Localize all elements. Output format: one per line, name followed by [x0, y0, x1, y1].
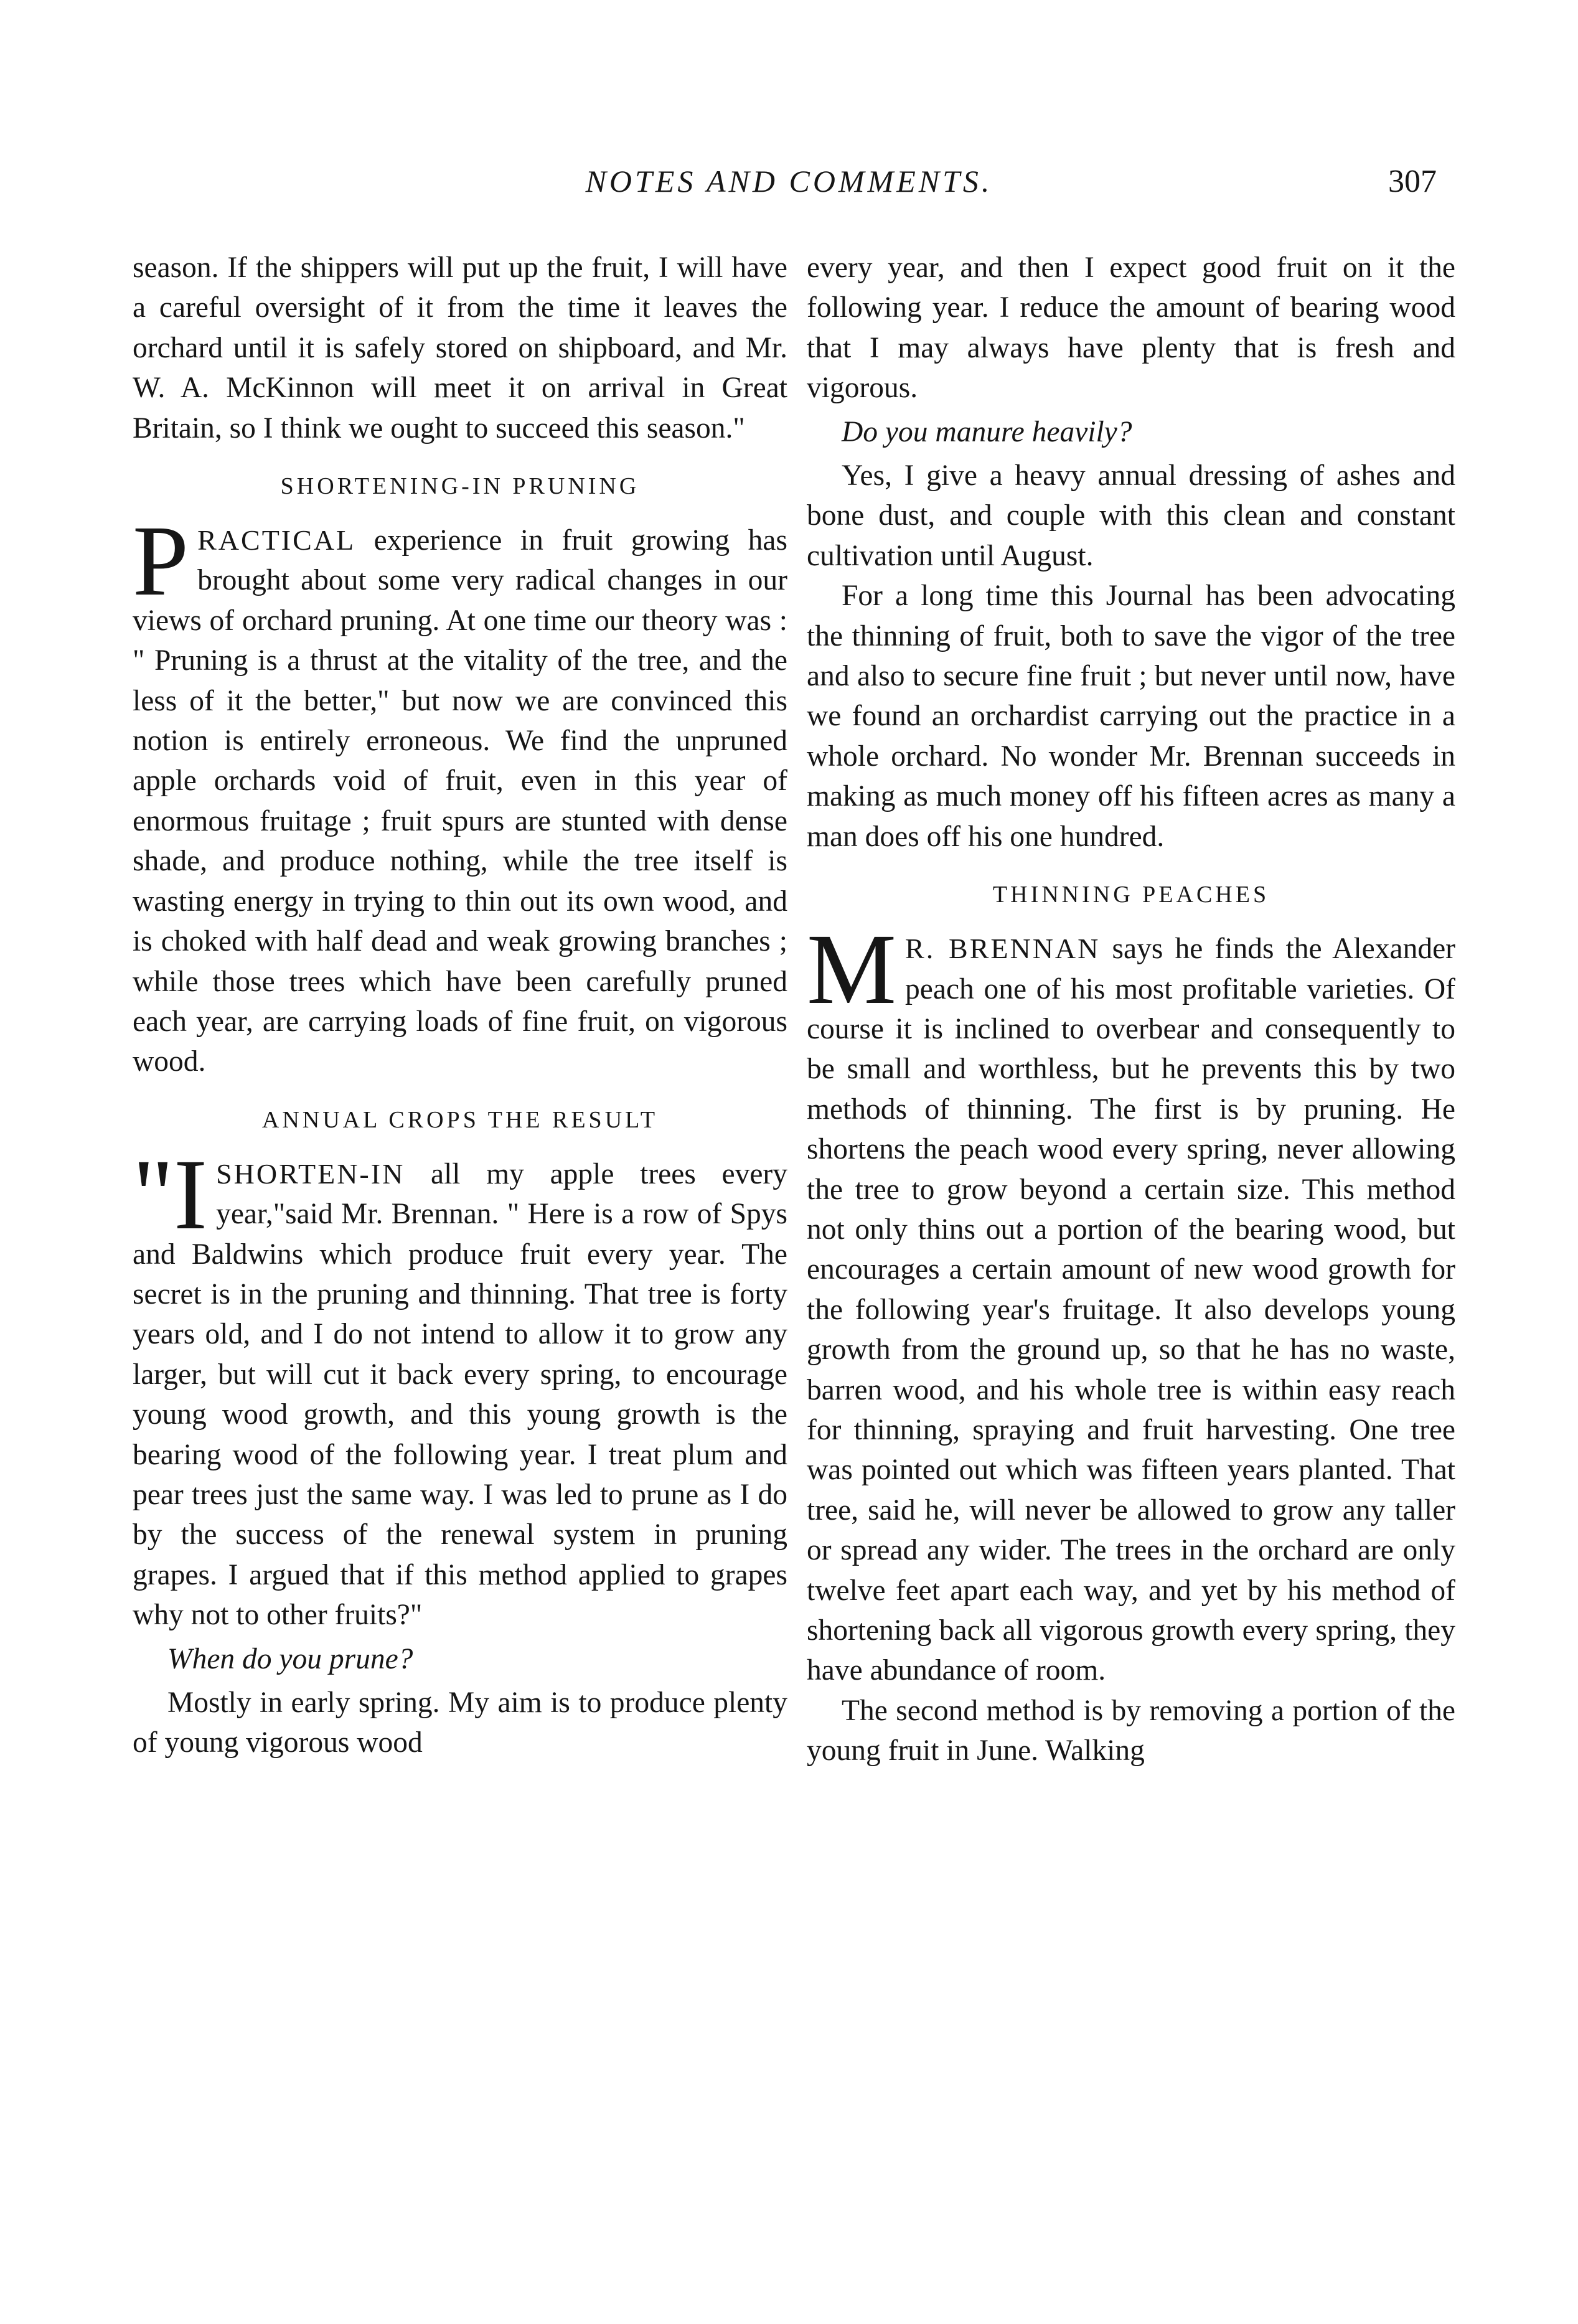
paragraph: [133, 1139, 787, 1635]
running-head: NOTES AND COMMENTS.: [585, 164, 993, 199]
section-heading: THINNING PEACHES: [992, 882, 1270, 908]
paragraph: Mostly in early spring. My aim is to produce plenty of young vigorous wood: [133, 1687, 787, 1759]
paragraph: every year, and then I expect good fruit on it the following year. I reduce the amount of bearing wood that I may always have plenty that is fresh and vigorous.: [807, 252, 1455, 405]
small-caps-lead: R. BRENNAN: [905, 933, 1101, 965]
section-heading: ANNUAL CROPS THE RESULT: [261, 1106, 659, 1133]
drop-cap: M: [807, 914, 897, 1026]
page-number: 307: [1388, 164, 1437, 199]
interview-question: When do you prune?: [167, 1642, 413, 1675]
paragraph: [807, 914, 1455, 1691]
paragraph-text: all my apple trees every year,"said Mr. Brennan. " Here is a row of Spys and Baldwins which produce fruit every year. The secret is in the pruning and thinning. That tree is forty years old, and I do not intend to allow it to grow any larger, but will cut it back every spring, to encourage young wood growth, and this young growth is the bearing wood of the following year. I treat plum and pear trees just the same way. I was led to prune as I do by the success of the renewal system in pruning grapes. I argued that if this method applied to grapes why not to other fruits?": [133, 1157, 787, 1632]
paragraph: season. If the shippers will put up the fruit, I will have a careful oversight of it from the time it leaves the orchard until it is safely stored on shipboard, and Mr. W. A. McKinnon will meet it on arrival in Great Britain, so I think we ought to succeed this season.": [133, 252, 787, 445]
paragraph: Yes, I give a heavy annual dressing of ashes and bone dust, and couple with this clean and constant cultivation until August.: [807, 459, 1455, 572]
paragraph: The second method is by removing a portion of the young fruit in June. Walking: [807, 1694, 1455, 1767]
paragraph-text: experience in fruit growing has brought about some very radical changes in our views of orchard pruning. At one time our theory was : " Pruning is a thrust at the vitality of the tree, and the less of it the better," but now we are convinced this notion is entirely erroneous. We find the unpruned apple orchards void of fruit, even in this year of enormous fruitage ; fruit spurs are stunted with dense shade, and produce nothing, while the tree itself is wasting energy in trying to thin out its own wood, and is choked with half dead and weak growing branches ; while those trees which have been carefully pruned each year, are carrying loads of fine fruit, on vigorous wood.: [133, 524, 787, 1078]
section-heading: SHORTENING-IN PRUNING: [280, 473, 640, 500]
interview-question: Do you manure heavily?: [842, 415, 1132, 448]
drop-cap: "I: [133, 1139, 208, 1251]
small-caps-lead: SHORTEN-IN: [216, 1157, 405, 1190]
small-caps-lead: RACTICAL: [197, 524, 356, 557]
paragraph: [133, 506, 787, 1082]
drop-cap: P: [133, 506, 189, 618]
right-column: [807, 248, 1455, 1771]
paragraph: For a long time this Journal has been advocating the thinning of fruit, both to save the vigor of the tree and also to secure fine fruit ; but never until now, have we found an orchardist carrying out the practice in a whole orchard. No wonder Mr. Brennan succeeds in making as much money off his fifteen acres as many a man does off his one hundred.: [807, 580, 1455, 853]
page-header: [0, 163, 1578, 213]
left-column: [133, 248, 787, 1763]
paragraph-text: says he finds the Alexander peach one of his most profitable varieties. Of course it is inclined to overbear and consequently to be small and worthless, but he prevents this by two methods of thinning. The first is by pruning. He shortens the peach wood every spring, never allowing the tree to grow beyond a certain size. This method not only thins out a portion of the bearing wood, but encourages a certain amount of new wood growth for the following year's fruitage. It also develops young growth from the ground up, so that he has no waste, barren wood, and his whole tree is within easy reach for thinning, spraying and fruit harvesting. One tree was pointed out which was fifteen years planted. That tree, said he, will never be allowed to grow any taller or spread any wider. The trees in the orchard are only twelve feet apart each way, and yet by his method of shortening back all vigorous growth every spring, they have abundance of room.: [807, 933, 1455, 1687]
